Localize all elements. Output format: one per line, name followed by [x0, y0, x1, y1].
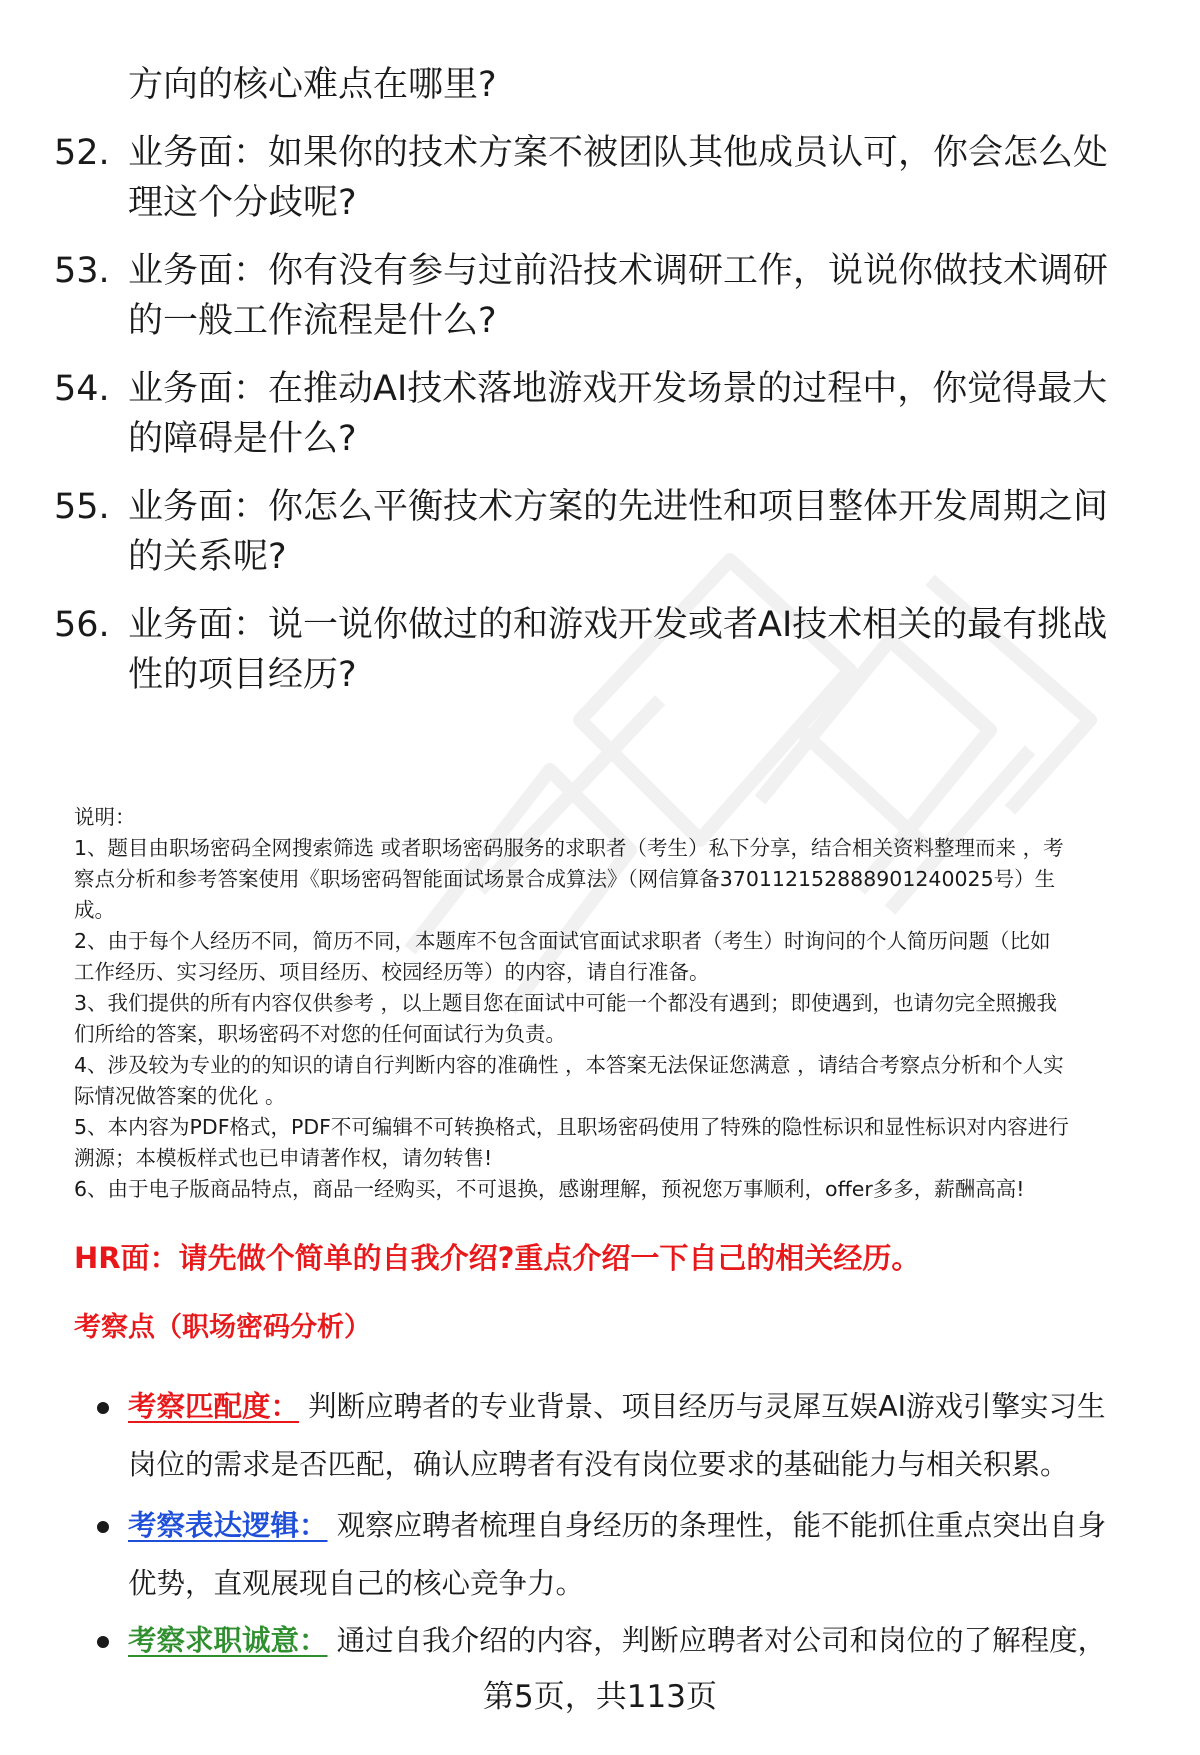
page-footer: 第5页，共113页: [483, 1679, 717, 1715]
question-number: 53.: [54, 251, 110, 291]
notes-line: 际情况做答案的优化 。: [74, 1084, 286, 1108]
bullet-line: [128, 1378, 1158, 1436]
bullet-line-text: 通过自我介绍的内容，判断应聘者对公司和岗位的了解程度，: [336, 1624, 1107, 1657]
notes-line: 溯源；本模板样式也已申请著作权，请勿转售!: [74, 1146, 493, 1170]
notes-line: 3、我们提供的所有内容仅供参考 ，以上题目您在面试中可能一个都没有遇到；即使遇到，也请勿完全照搬我: [74, 991, 1058, 1015]
question-number: 52.: [54, 133, 110, 173]
question-number: 55.: [54, 487, 110, 527]
notes-line: 成。: [74, 898, 115, 922]
question-line: 业务面：你有没有参与过前沿技术调研工作，说说你做技术调研: [128, 251, 1109, 291]
question-number: 56.: [54, 605, 110, 645]
notes-line: 4、涉及较为专业的的知识的请自行判断内容的准确性 ，本答案无法保证您满意 ，请结合考察点分析和个人实: [74, 1053, 1064, 1077]
notes-line: 工作经历、实习经历、项目经历、校园经历等）的内容，请自行准备。: [74, 960, 710, 984]
bullet-keyword: 考察求职诚意：: [128, 1624, 328, 1657]
bullet-text: [128, 1378, 1158, 1494]
question-line: 的障碍是什么?: [128, 419, 357, 459]
question-line: 性的项目经历?: [128, 655, 357, 695]
disclaimer-notes: [74, 802, 1154, 1205]
bullet-dot-icon: [97, 1402, 109, 1414]
bullet-text: [128, 1612, 1158, 1670]
bullet-dot-icon: [97, 1521, 109, 1533]
bullet-keyword: 考察表达逻辑：: [128, 1509, 328, 1542]
notes-line: 5、本内容为PDF格式，PDF不可编辑不可转换格式，且职场密码使用了特殊的隐性标识和显性标识对内容进行: [74, 1115, 1069, 1139]
question-number: 54.: [54, 369, 110, 409]
analysis-section-title: 考察点（职场密码分析）: [74, 1312, 371, 1343]
notes-line: 说明：: [74, 805, 136, 829]
bullet-keyword: 考察匹配度：: [128, 1390, 300, 1423]
notes-line: 2、由于每个人经历不同，简历不同，本题库不包含面试官面试求职者（考生）时询问的个人简历问题（比如: [74, 929, 1051, 953]
question-text: [128, 128, 1138, 228]
question-line: 理这个分歧呢?: [128, 183, 357, 223]
question-line: 的一般工作流程是什么?: [128, 301, 497, 341]
bullet-dot-icon: [97, 1636, 109, 1648]
notes-line: 们所给的答案，职场密码不对您的任何面试行为负责。: [74, 1022, 566, 1046]
bullet-text: [128, 1497, 1158, 1613]
question-line: 的关系呢?: [128, 537, 287, 577]
notes-line: 1、题目由职场密码全网搜索筛选 或者职场密码服务的求职者（考生）私下分享，结合相关资料整理而来 ，考: [74, 836, 1064, 860]
bullet-line: [128, 1497, 1158, 1555]
question-continuation: 方向的核心难点在哪里?: [128, 65, 497, 105]
bullet-line-text: 观察应聘者梳理自身经历的条理性，能不能抓住重点突出自身: [336, 1509, 1107, 1542]
question-line: 业务面：如果你的技术方案不被团队其他成员认可，你会怎么处: [128, 133, 1109, 173]
question-text: [128, 364, 1138, 464]
question-line: 业务面：在推动AI技术落地游戏开发场景的过程中，你觉得最大: [128, 369, 1108, 409]
notes-line: 察点分析和参考答案使用《职场密码智能面试场景合成算法》（网信算备370112152888901240025号）生: [74, 867, 1056, 891]
hr-question-heading: HR面：请先做个简单的自我介绍?重点介绍一下自己的相关经历。: [74, 1241, 921, 1275]
bullet-line-text: 判断应聘者的专业背景、项目经历与灵犀互娱AI游戏引擎实习生: [308, 1390, 1106, 1423]
question-text: [128, 482, 1138, 582]
question-text: [128, 600, 1138, 700]
bullet-line: 岗位的需求是否匹配，确认应聘者有没有岗位要求的基础能力与相关积累。: [128, 1448, 1069, 1481]
question-text: [128, 246, 1138, 346]
question-line: 业务面：你怎么平衡技术方案的先进性和项目整体开发周期之间: [128, 487, 1109, 527]
bullet-line: 优势，直观展现自己的核心竞争力。: [128, 1567, 585, 1600]
question-line: 业务面：说一说你做过的和游戏开发或者AI技术相关的最有挑战: [128, 605, 1108, 645]
bullet-line: [128, 1612, 1158, 1670]
notes-line: 6、由于电子版商品特点，商品一经购买，不可退换，感谢理解，预祝您万事顺利，offer多多，薪酬高高!: [74, 1177, 1025, 1201]
